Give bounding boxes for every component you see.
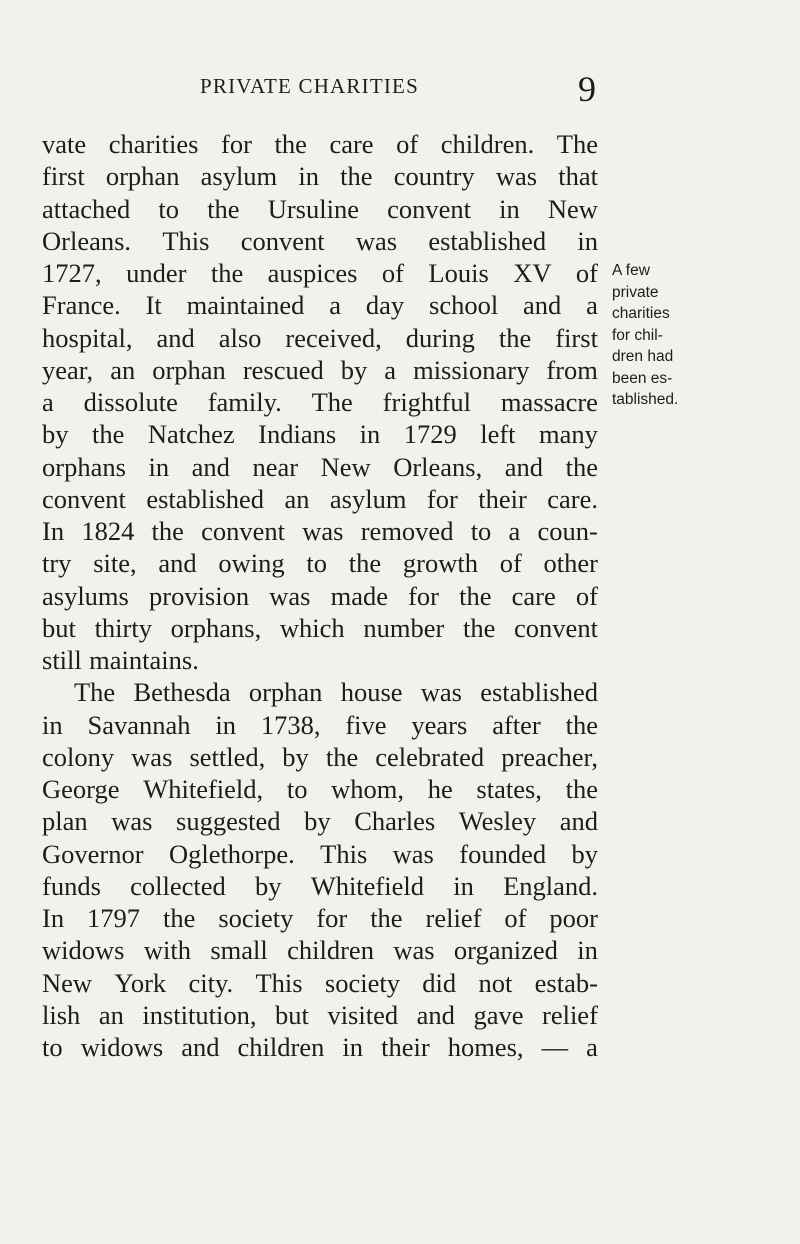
text-line: New York city. This society did not estab- xyxy=(42,967,598,998)
marginal-note-line: tablished. xyxy=(612,391,679,408)
text-line: Orleans. This convent was established in xyxy=(42,225,598,256)
text-line: to widows and children in their homes, — a xyxy=(42,1032,598,1062)
text-line: first orphan asylum in the country was that xyxy=(42,161,598,192)
text-line: vate charities for the care of children. The xyxy=(42,129,598,159)
marginal-note-line: for chil- xyxy=(612,326,663,344)
text-line: a dissolute family. The frightful massacre xyxy=(42,387,598,417)
body-text xyxy=(42,128,598,1063)
marginal-note-line: charities xyxy=(612,305,670,322)
page-number: 9 xyxy=(578,69,596,109)
text-line: plan was suggested by Charles Wesley and xyxy=(42,806,598,837)
text-line: attached to the Ursuline convent in New xyxy=(42,193,598,224)
text-line: The Bethesda orphan house was established xyxy=(74,677,598,708)
text-line: funds collected by Whitefield in England. xyxy=(42,870,598,901)
text-line: hospital, and also received, during the first xyxy=(42,322,598,353)
text-line: still maintains. xyxy=(42,645,199,675)
text-line: but thirty orphans, which number the convent xyxy=(42,612,598,643)
text-line: 1727, under the auspices of Louis XV of xyxy=(42,258,598,288)
text-line: George Whitefield, to whom, he states, the xyxy=(42,774,598,804)
text-line: lish an institution, but visited and gave relief xyxy=(42,999,598,1030)
text-line: colony was settled, by the celebrated preacher, xyxy=(42,741,598,772)
text-line: by the Natchez Indians in 1729 left many xyxy=(42,419,598,450)
text-line: year, an orphan rescued by a missionary from xyxy=(42,354,598,385)
text-line: In 1797 the society for the relief of poor xyxy=(42,903,598,933)
marginal-note-line: been es- xyxy=(612,369,673,387)
marginal-note-line: dren had xyxy=(612,348,674,365)
text-line: asylums provision was made for the care of xyxy=(42,580,598,611)
text-line: in Savannah in 1738, five years after the xyxy=(42,709,598,740)
running-head: PRIVATE CHARITIES xyxy=(200,74,419,98)
text-line: Governor Oglethorpe. This was founded by xyxy=(42,838,598,869)
text-line: In 1824 the convent was removed to a coun- xyxy=(42,516,598,546)
text-line: convent established an asylum for their care. xyxy=(42,483,598,514)
text-line: orphans in and near New Orleans, and the xyxy=(42,451,598,482)
text-line: France. It maintained a day school and a xyxy=(42,290,598,321)
text-line: try site, and owing to the growth of other xyxy=(42,548,598,579)
marginal-note-line: A few xyxy=(612,262,650,279)
marginal-note xyxy=(612,260,792,411)
marginal-note-line: private xyxy=(612,283,659,301)
text-line: widows with small children was organized in xyxy=(42,935,598,966)
